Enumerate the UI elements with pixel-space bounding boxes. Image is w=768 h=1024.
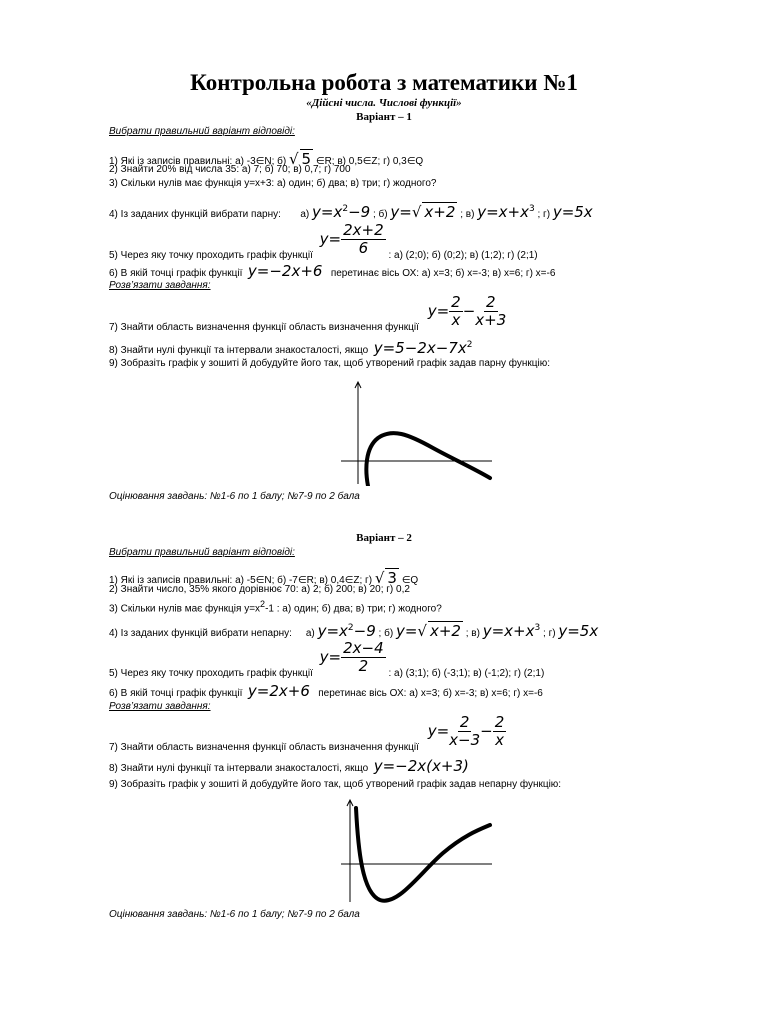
variant-1-heading: Варіант – 1 — [356, 111, 412, 123]
formula-d: y=5x — [558, 622, 599, 640]
sqrt-expression: √ 5 — [288, 150, 312, 168]
page-title: Контрольна робота з математики №1 — [190, 70, 578, 95]
formula-b: y=√ x+2 — [390, 203, 456, 221]
function-curve — [356, 808, 490, 901]
v1-q4: 4) Із заданих функцій вибрати парну: а) $y=x^2-9$ ; б) y=√ x+2 ; в) $y=x+x^3$ ; г) y=5x — [109, 203, 593, 221]
page-subtitle: «Дійсні числа. Числові функції» — [306, 97, 462, 109]
v1-footer: Оцінювання завдань: №1-6 по 1 балу; №7-9 по 2 бала — [109, 491, 360, 502]
v1-q9: 9) Зобразіть графік у зошиті й добудуйте його так, щоб утворений графік задав парну функцію: — [109, 358, 551, 369]
formula-q6: y=2x+6 — [247, 682, 310, 700]
formula-c: $y=x+x^3$ — [477, 203, 535, 221]
formula-q8: y=−2x(x+3) — [373, 757, 469, 775]
v1-solve-label: Розв’язати завдання: — [109, 280, 211, 291]
v1-q5: 5) Через яку точку проходить графік функції y= $\frac{2x+2}{6}$ : а) (2;0); б) (0;2); в) (1;2); г) (2;1) — [109, 221, 538, 261]
formula-q6: y=−2x+6 — [247, 262, 323, 280]
v2-q7: 7) Знайти область визначення функції область визначення функції y= $\frac{2}{x-3}$ − $\frac{2}{x}$ — [109, 713, 505, 753]
formula-q7: y= $\frac{2}{x-3}$ − $\frac{2}{x}$ — [427, 713, 505, 749]
function-curve — [366, 433, 490, 486]
v1-q1: 1) Які із записів правильні: а) -3∈N; б) √ 5 ∈R; в) 0,5∈Z; г) 0,3∈Q — [109, 150, 424, 168]
formula-d: y=5x — [552, 203, 593, 221]
formula-q7: y= $\frac{2}{x}$ − $\frac{2}{x+3}$ — [427, 293, 507, 329]
v2-footer: Оцінювання завдань: №1-6 по 1 балу; №7-9 по 2 бала — [109, 909, 360, 920]
v2-q6: 6) В якій точці графік функції y=2x+6 перетинає вісь ОХ: а) х=3; б) х=-3; в) х=6; г) х=-6 — [109, 682, 543, 700]
v2-q4: 4) Із заданих функцій вибрати непарну: а) $y=x^2-9$ ; б) y=√ x+2 ; в) $y=x+x^3$ ; г) y=5x — [109, 622, 599, 640]
v2-q3: 3) Скільки нулів має функція у=х2-1 : а) один; б) два; в) три; г) жодного? — [109, 599, 442, 615]
formula-q5: y= $\frac{2x-4}{2}$ — [319, 639, 384, 675]
v1-q6: 6) В якій точці графік функції y=−2x+6 перетинає вісь ОХ: а) х=3; б) х=-3; в) х=6; г) х=-6 — [109, 262, 556, 280]
v2-q8: 8) Знайти нулі функції та інтервали знакосталості, якщо y=−2x(x+3) — [109, 757, 469, 775]
v2-choose-label: Вибрати правильний варіант відповіді: — [109, 547, 295, 558]
formula-b: y=√ x+2 — [395, 622, 461, 640]
formula-a: $y=x^2-9$ — [312, 203, 371, 221]
v1-q3: 3) Скільки нулів має функція у=х+3: а) один; б) два; в) три; г) жодного? — [109, 178, 437, 189]
sqrt-expression: √ 3 — [374, 569, 397, 587]
formula-q5: y= $\frac{2x+2}{6}$ — [319, 221, 384, 257]
v1-choose-label: Вибрати правильний варіант відповіді: — [109, 126, 295, 137]
formula-a: $y=x^2-9$ — [317, 622, 376, 640]
v2-q5: 5) Через яку точку проходить графік функції y= $\frac{2x-4}{2}$ : а) (3;1); б) (-3;1); в) (-1;2); г) (2;1) — [109, 639, 545, 679]
v1-q7: 7) Знайти область визначення функції область визначення функції y= $\frac{2}{x}$ − $\frac{2}{x+3}$ — [109, 293, 507, 333]
formula-q8: $y=5-2x-7x^2$ — [373, 339, 473, 357]
v1-q8: 8) Знайти нулі функції та інтервали знакосталості, якщо $y=5-2x-7x^2$ — [109, 339, 473, 357]
variant-2-heading: Варіант – 2 — [356, 532, 412, 544]
v2-solve-label: Розв’язати завдання: — [109, 701, 211, 712]
v2-q2: 2) Знайти число, 35% якого дорівнює 70: а) 2; б) 200; в) 20; г) 0,2 — [109, 584, 410, 595]
formula-c: $y=x+x^3$ — [482, 622, 541, 640]
v2-q1: 1) Які із записів правильні: а) -5∈N; б) -7∈R; в) 0,4∈Z; г) √ 3 ∈Q — [109, 569, 419, 587]
v1-graph — [338, 380, 494, 486]
v1-q2: 2) Знайти 20% від числа 35: а) 7; б) 70; в) 0,7; г) 700 — [109, 164, 351, 175]
v2-q9: 9) Зобразіть графік у зошиті й добудуйте його так, щоб утворений графік задав непарну функцію: — [109, 779, 562, 790]
v2-graph — [338, 798, 494, 904]
